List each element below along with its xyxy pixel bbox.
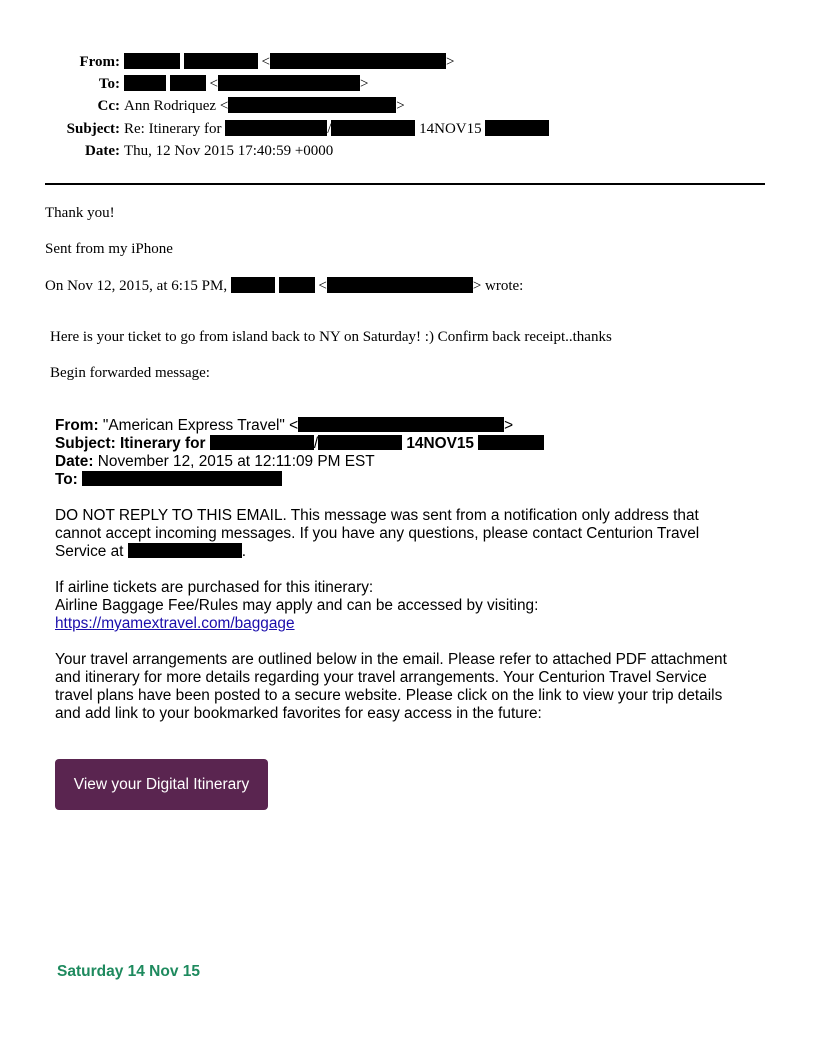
baggage-line-2: Airline Baggage Fee/Rules may apply and can be accessed by visiting: — [55, 597, 539, 614]
fwd-from-row: From: "American Express Travel" < > — [55, 417, 514, 434]
quote-wrote: wrote: — [485, 278, 524, 294]
cc-label: Cc: — [97, 98, 120, 114]
baggage-section — [55, 579, 538, 633]
cc-value: Ann Rodriquez < > — [124, 98, 405, 114]
date-label: Date: — [85, 143, 120, 159]
redaction-block — [128, 543, 242, 558]
arrangements-line-4: and add link to your bookmarked favorites for easy access in the future: — [55, 705, 542, 722]
redaction-block — [270, 53, 446, 69]
baggage-line-1: If airline tickets are purchased for this itinerary: — [55, 579, 374, 596]
begin-forward-text: Begin forwarded message: — [50, 365, 210, 381]
subject-code: 14NOV15 — [419, 121, 482, 137]
fwd-from-value: "American Express Travel" — [102, 417, 285, 434]
redaction-block — [279, 277, 315, 293]
signature-text: Sent from my iPhone — [45, 241, 173, 257]
from-value: < > — [124, 52, 454, 72]
arrangements-line-1: Your travel arrangements are outlined below in the email. Please refer to attached PDF attachment — [55, 651, 727, 668]
redaction-block — [318, 435, 402, 450]
thanks-text: Thank you! — [45, 205, 115, 221]
redaction-block — [225, 120, 327, 136]
redaction-block — [210, 435, 314, 450]
quote-intro: On Nov 12, 2015, at 6:15 PM, — [45, 278, 228, 294]
to-label: To: — [98, 76, 120, 92]
redaction-block — [231, 277, 275, 293]
quote-intro-line: On Nov 12, 2015, at 6:15 PM, < > wrote: — [45, 278, 524, 294]
notice-line-2: cannot accept incoming messages. If you have any questions, please contact Centurion Travel — [55, 525, 700, 542]
view-digital-itinerary-button[interactable]: View your Digital Itinerary — [55, 759, 268, 810]
fwd-date-value: November 12, 2015 at 12:11:09 PM EST — [97, 453, 375, 470]
forwarded-header — [55, 417, 544, 489]
no-reply-notice — [55, 507, 699, 561]
fwd-subject-label: Subject: Itinerary for — [55, 435, 206, 452]
fwd-to-label: To: — [55, 471, 78, 488]
arrangements-section — [55, 651, 727, 723]
notice-line-3: Service at . — [55, 543, 246, 560]
redaction-block — [478, 435, 544, 450]
subject-label: Subject: — [66, 121, 120, 137]
fwd-date-label: Date: — [55, 453, 94, 470]
message-text: Here is your ticket to go from island back to NY on Saturday! :) Confirm back receipt..thanks — [50, 329, 612, 345]
fwd-subject-code: 14NOV15 — [406, 435, 474, 452]
subject-prefix: Re: Itinerary for — [124, 121, 222, 137]
arrangements-line-2: and itinerary for more details regarding your travel arrangements. Your Centurion Travel Service — [55, 669, 707, 686]
cc-name: Ann Rodriquez — [124, 98, 217, 114]
redaction-block — [331, 120, 415, 136]
redaction-block — [170, 75, 206, 91]
redaction-block — [298, 417, 504, 432]
redaction-block — [124, 53, 180, 69]
fwd-date-row — [55, 453, 544, 471]
baggage-link[interactable]: https://myamextravel.com/baggage — [55, 615, 295, 632]
subject-value: Re: Itinerary for / 14NOV15 — [124, 119, 549, 139]
redaction-block — [228, 97, 396, 113]
notice-line-1: DO NOT REPLY TO THIS EMAIL. This message was sent from a notification only address that — [55, 507, 699, 524]
redaction-block — [82, 471, 282, 486]
redaction-block — [327, 277, 473, 293]
fwd-from-label: From: — [55, 417, 99, 434]
header-divider — [45, 183, 765, 185]
fwd-subject-row: Subject: Itinerary for / 14NOV15 — [55, 435, 544, 453]
notice-line-3-text: Service at — [55, 543, 124, 560]
redaction-block — [124, 75, 166, 91]
redaction-block — [485, 120, 549, 136]
date-value: Thu, 12 Nov 2015 17:40:59 +0000 — [124, 143, 334, 159]
arrangements-line-3: travel plans have been posted to a secure website. Please click on the link to view your trip details — [55, 687, 723, 704]
from-label: From: — [79, 54, 120, 70]
redaction-block — [218, 75, 360, 91]
day-heading: Saturday 14 Nov 15 — [57, 963, 201, 980]
redaction-block — [184, 53, 258, 69]
to-value: < > — [124, 74, 368, 94]
fwd-to-row — [55, 471, 544, 489]
